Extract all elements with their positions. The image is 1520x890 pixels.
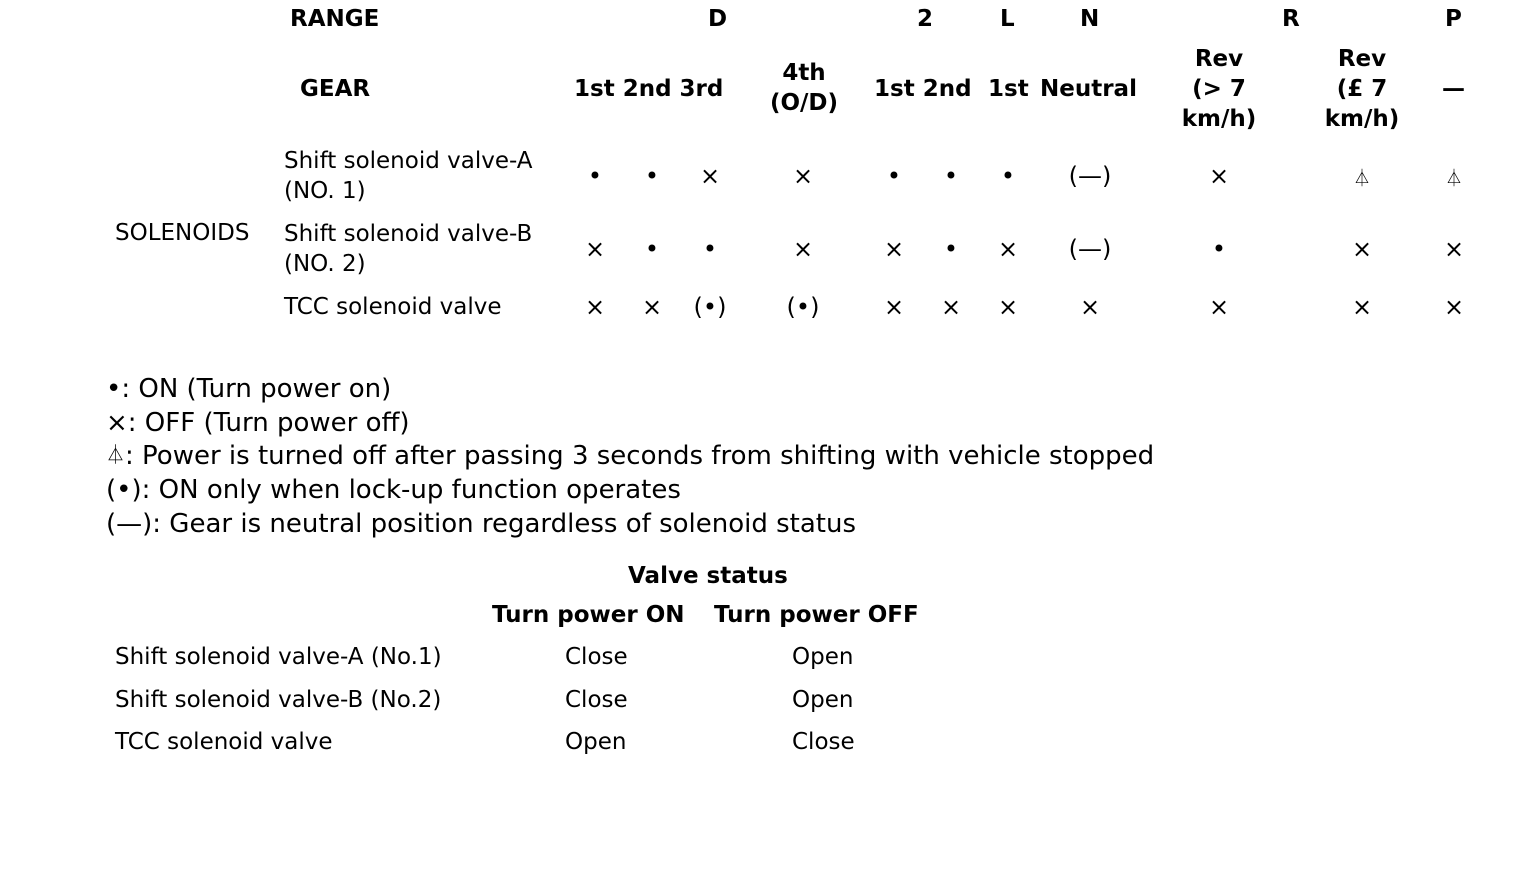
row-tcc-cell-d1: ×: [584, 293, 606, 321]
valve-status-col-on: Turn power ON: [492, 602, 685, 628]
valve-status-title: Valve status: [628, 563, 788, 589]
row-a-cell-l1: •: [1000, 162, 1016, 190]
triangle-warning-icon: ⏃: [106, 444, 126, 466]
row-a-cell-d3: ×: [699, 162, 721, 190]
row-shift-solenoid-b-name: [284, 219, 532, 279]
gear-label: GEAR: [300, 76, 371, 102]
row-a-name-line1: Shift solenoid valve-A: [284, 148, 533, 174]
gear-rev-gt7-line1: Rev: [1194, 46, 1244, 72]
gear-2-gears: 1st 2nd: [874, 76, 972, 102]
valve-row-tcc-on: Open: [565, 729, 627, 755]
row-tcc-cell-2-2: ×: [940, 293, 962, 321]
valve-row-b-off: Open: [792, 687, 854, 713]
gear-l-gear: 1st: [988, 76, 1029, 102]
solenoids-group-label: SOLENOIDS: [115, 220, 250, 246]
row-tcc-cell-rev-le7: ×: [1351, 293, 1373, 321]
row-b-cell-2-1: ×: [883, 235, 905, 263]
valve-row-a-name: Shift solenoid valve-A (No.1): [115, 644, 442, 670]
range-p: P: [1445, 6, 1462, 32]
gear-rev-gt7: [1164, 44, 1274, 134]
range-n: N: [1080, 6, 1100, 32]
gear-4th-line1: 4th: [782, 60, 826, 86]
valve-row-tcc-off: Close: [792, 729, 855, 755]
row-a-cell-d4: ×: [792, 162, 814, 190]
valve-status-col-off: Turn power OFF: [714, 602, 919, 628]
row-tcc-cell-n: ×: [1079, 293, 1101, 321]
row-b-cell-l1: ×: [997, 235, 1019, 263]
row-b-cell-rev-le7: ×: [1351, 235, 1373, 263]
row-a-cell-2-2: •: [943, 162, 959, 190]
legend-lockup: (•): ON only when lock-up function operates: [106, 475, 681, 505]
row-tcc-cell-d4: (•): [786, 293, 820, 321]
row-b-name-line2: (NO. 2): [284, 251, 366, 277]
row-a-cell-d2: •: [644, 162, 660, 190]
range-label: RANGE: [290, 6, 380, 32]
row-b-cell-2-2: •: [943, 235, 959, 263]
gear-d-gears: 1st 2nd 3rd: [574, 76, 724, 102]
legend-off: ×: OFF (Turn power off): [106, 408, 410, 438]
gear-rev-gt7-line3: km/h): [1181, 106, 1257, 132]
gear-rev-le7-line3: km/h): [1324, 106, 1400, 132]
row-b-cell-n: (—): [1068, 235, 1112, 263]
range-r: R: [1282, 6, 1300, 32]
row-shift-solenoid-a-name: [284, 146, 533, 206]
legend-on: •: ON (Turn power on): [106, 374, 392, 404]
range-l: L: [1000, 6, 1015, 32]
row-b-cell-d1: ×: [584, 235, 606, 263]
gear-p-gear: —: [1442, 76, 1465, 102]
row-b-name-line1: Shift solenoid valve-B: [284, 221, 533, 247]
range-d: D: [708, 6, 728, 32]
range-2: 2: [917, 6, 934, 32]
valve-row-a-off: Open: [792, 644, 854, 670]
row-tcc-solenoid-name: TCC solenoid valve: [284, 294, 502, 320]
row-tcc-cell-2-1: ×: [883, 293, 905, 321]
row-a-cell-2-1: •: [886, 162, 902, 190]
gear-rev-gt7-line2: (> 7: [1192, 76, 1246, 102]
gear-rev-le7: [1307, 44, 1417, 134]
row-a-cell-rev-le7: ⏃: [1353, 169, 1371, 189]
row-b-cell-d3: •: [702, 235, 718, 263]
gear-4th-line2: (O/D): [769, 90, 839, 116]
row-tcc-cell-rev-gt7: ×: [1208, 293, 1230, 321]
row-b-cell-p: ×: [1443, 235, 1465, 263]
legend-neutral: (—): Gear is neutral position regardless of solenoid status: [106, 509, 857, 539]
valve-row-tcc-name: TCC solenoid valve: [115, 729, 333, 755]
row-a-cell-p: ⏃: [1445, 169, 1463, 189]
row-a-cell-n: (—): [1068, 162, 1112, 190]
row-tcc-cell-d3: (•): [693, 293, 727, 321]
gear-4th-od: [760, 58, 848, 118]
row-tcc-cell-l1: ×: [997, 293, 1019, 321]
row-a-name-line2: (NO. 1): [284, 178, 366, 204]
row-b-cell-d4: ×: [792, 235, 814, 263]
row-tcc-cell-p: ×: [1443, 293, 1465, 321]
legend-triangle: [106, 441, 1154, 471]
legend-triangle-text: : Power is turned off after passing 3 seconds from shifting with vehicle stopped: [125, 441, 1155, 471]
valve-row-b-name: Shift solenoid valve-B (No.2): [115, 687, 442, 713]
valve-row-a-on: Close: [565, 644, 628, 670]
row-b-cell-rev-gt7: •: [1211, 235, 1227, 263]
gear-rev-le7-line2: (£ 7: [1336, 76, 1388, 102]
gear-n-gear: Neutral: [1040, 76, 1137, 102]
row-a-cell-d1: •: [587, 162, 603, 190]
row-b-cell-d2: •: [644, 235, 660, 263]
row-tcc-cell-d2: ×: [641, 293, 663, 321]
valve-row-b-on: Close: [565, 687, 628, 713]
row-a-cell-rev-gt7: ×: [1208, 162, 1230, 190]
gear-rev-le7-line1: Rev: [1337, 46, 1387, 72]
